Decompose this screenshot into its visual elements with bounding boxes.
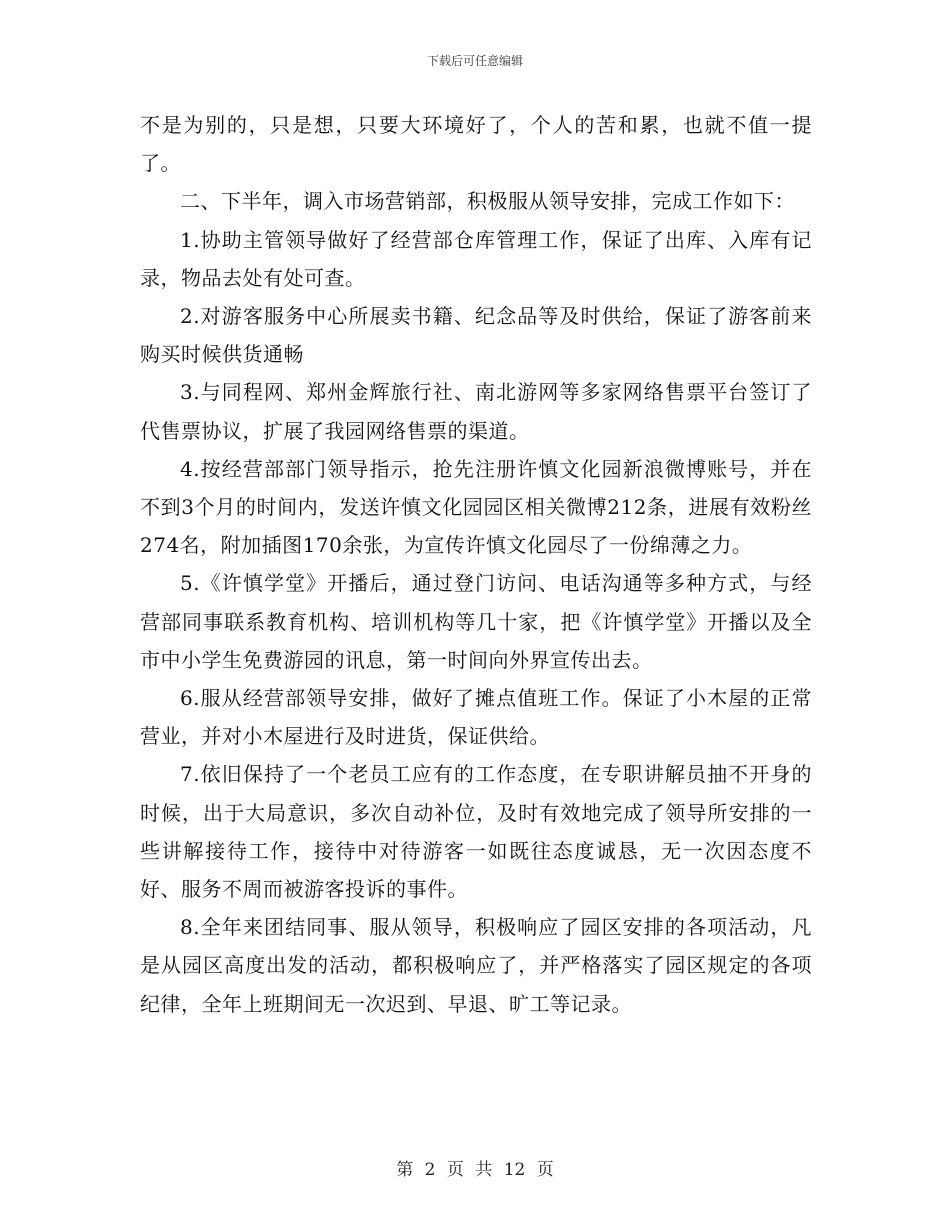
- list-item-5: 5.《许慎学堂》开播后，通过登门访问、电话沟通等多种方式，与经营部同事联系教育机构、培训机构等几十家，把《许慎学堂》开播以及全市中小学生免费游园的讯息，第一时间向外界宣传出去。: [140, 571, 812, 672]
- list-item-8: 8.全年来团结同事、服从领导，积极响应了园区安排的各项活动，凡是从园区高度出发的活动，都积极响应了，并严格落实了园区规定的各项纪律，全年上班期间无一次迟到、早退、旷工等记录。: [140, 915, 812, 1016]
- page-header: 下载后可任意编辑: [426, 54, 523, 68]
- list-item-3: 3.与同程网、郑州金辉旅行社、南北游网等多家网络售票平台签订了代售票协议，扩展了我园网络售票的渠道。: [140, 380, 812, 443]
- list-item-2: 2.对游客服务中心所展卖书籍、纪念品等及时供给，保证了游客前来购买时候供货通畅: [140, 304, 812, 367]
- document-body: [140, 106, 812, 1023]
- list-item-1: 1.协助主管领导做好了经营部仓库管理工作，保证了出库、入库有记录，物品去处有处可查。: [140, 227, 812, 290]
- list-item-7: 7.依旧保持了一个老员工应有的工作态度，在专职讲解员抽不开身的时候，出于大局意识，多次自动补位，及时有效地完成了领导所安排的一些讲解接待工作，接待中对待游客一如既往态度诚恳，无一次因态度不好、服务不周而被游客投诉的事件。: [140, 762, 812, 902]
- page-number: 第 2 页 共 12 页: [396, 1160, 554, 1180]
- list-item-4: 4.按经营部部门领导指示，抢先注册许慎文化园新浪微博账号，并在不到3个月的时间内，发送许慎文化园园区相关微博212条，进展有效粉丝274名，附加插图170余张，为宣传许慎文化园尽了一份绵薄之力。: [140, 456, 812, 558]
- list-item-6: 6.服从经营部领导安排，做好了摊点值班工作。保证了小木屋的正常营业，并对小木屋进行及时进货，保证供给。: [140, 686, 812, 749]
- section-heading: 二、下半年，调入市场营销部，积极服从领导安排，完成工作如下：: [180, 189, 795, 214]
- paragraph-continuation: 不是为别的，只是想，只要大环境好了，个人的苦和累，也就不值一提了。: [140, 113, 812, 176]
